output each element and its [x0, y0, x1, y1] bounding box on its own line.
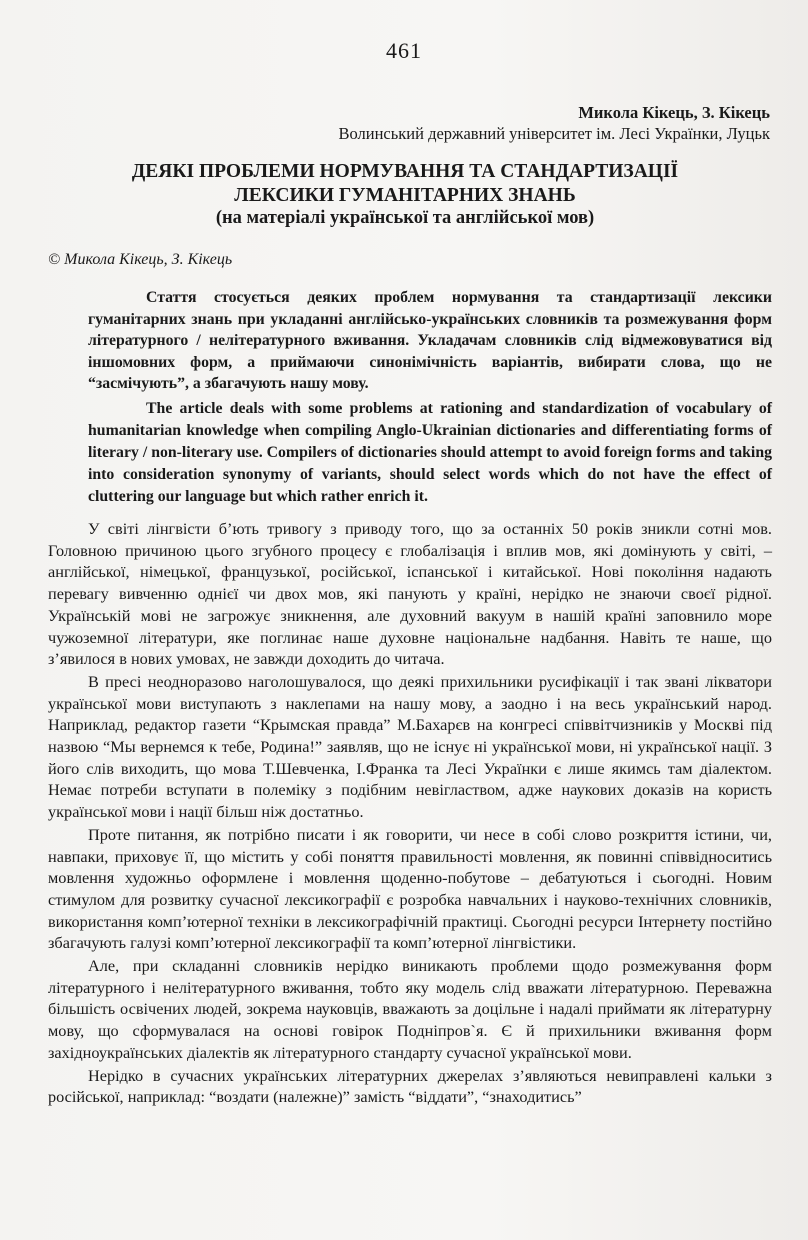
body-paragraph: У світі лінгвісти б’ють тривогу з приводу того, що за останніх 50 років зникли сотні мов. Головною причиною цього згубного процесу є глобалізація і вплив мов, які домінують у світі, – англійської, німецької, французької, російської, іспанської і китайської. Нові покоління надають перевагу вивченню однієї чи двох мов, які панують у країні, нерідко не знаючи своєї рідної. Українській мові не загрожує зникнення, але духовний вакуум в нашій країні заповнило море чужоземної літератури, яке поглинає наше духовне національне надбання. Навіть те наше, що з’явилося в нових умовах, не завжди доходить до читача. [48, 519, 772, 669]
copyright-line: © Микола Кікець, З. Кікець [48, 251, 233, 268]
title-line-1: ДЕЯКІ ПРОБЛЕМИ НОРМУВАННЯ ТА СТАНДАРТИЗАЦІЇ [131, 161, 679, 182]
body-paragraph: В пресі неодноразово наголошувалося, що деякі прихильники русифікації і так звані лікватори української мови виступають з наклепами на нашу мову, а заодно і на весь український народ. Наприклад, редактор газети “Крымская правда” М.Бахарєв на конгресі співвітчизників у Москві під назвою “Мы вернемся к тебе, Родина!” заявляв, що не існує ні української мови, ні української нації. З його слів виходить, що мова Т.Шевченка, І.Франка та Лесі Українки є лише якимсь там діалектом. Немає потреби вступати в полеміку з подібним невіглаством, адже наукових доказів на користь української мови і нації більш ніж достатньо. [48, 671, 772, 822]
body-text [48, 518, 772, 1108]
body-paragraph: Проте питання, як потрібно писати і як говорити, чи несе в собі слово розкриття істини, чи, навпаки, приховує її, що містить у собі поняття правильності мовлення, як повинні співвідноситись мовлення художньо оформлене і мовлення щоденно-побутове – дебатуються і сьогодні. Новим стимулом для розвитку сучасної лексикографії є розробка навчальних і науково-технічних словників, використання комп’ютерної техніки в лексикографічній практиці. Сьогодні ресурси Інтернету постійно збагачують галузі комп’ютерної лексикографії та комп’ютерної лінгвістики. [48, 824, 772, 953]
affiliation: Волинський державний університет ім. Лесі Українки, Луцьк [338, 124, 770, 143]
title-line-2: ЛЕКСИКИ ГУМАНІТАРНИХ ЗНАНЬ [234, 185, 576, 206]
page-number: 461 [386, 38, 422, 63]
body-paragraph: Але, при складанні словників нерідко виникають проблеми щодо розмежування форм літературного і нелітературного вживання, тобто яку модель слід вважати літературною. Переважна більшість освічених людей, зокрема науковців, вважають за доцільне і надалі приймати як літературну мову, що сформувалася на основі говірок Подніпров`я. Є й прихильники вживання форм західноукраїнських діалектів як літературного стандарту сучасної української мови. [48, 956, 772, 1062]
article-subtitle: (на матеріалі української та англійської мов) [215, 208, 595, 228]
body-paragraph: Нерідко в сучасних українських літературних джерелах з’являються невиправлені кальки з російської, наприклад: “воздати (належне)” замість “віддати”, “знаходитись” [48, 1065, 772, 1107]
authors: Микола Кікець, З. Кікець [578, 103, 770, 122]
abstract-english: The article deals with some problems at rationing and standardization of vocabulary of humanitarian knowledge when compiling Anglo-Ukrainian dictionaries and differentiating forms of literary / non-literary use. Compilers of dictionaries should attempt to avoid foreign forms and taking into consideration synonymy of variants, should select words which do not have the effect of cluttering our language but which rather enrich it. [88, 400, 772, 505]
abstract-ukrainian: Стаття стосується деяких проблем нормування та стандартизації лексики гуманітарних знань при укладанні англійсько-українських словників та розмежування форм літературного / нелітературного вживання. Укладачам словників слід відмежовуватися від іншомовних форм, а приймаючи синонімічність варіантів, вибирати слова, що не “засмічують”, а збагачують нашу мову. [88, 289, 772, 393]
article-title [40, 160, 770, 208]
